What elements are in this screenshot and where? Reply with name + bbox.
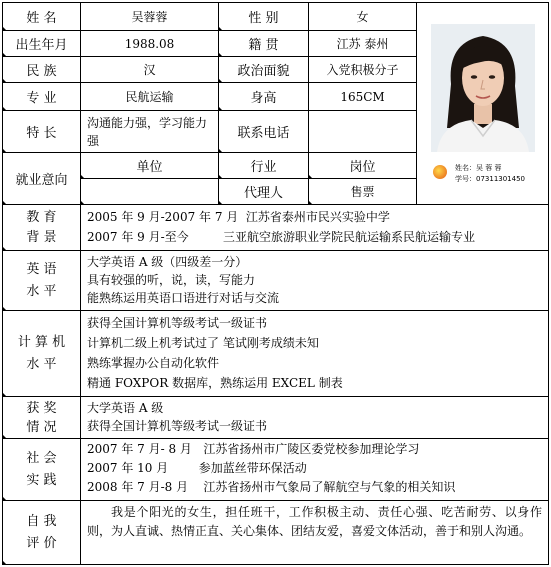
education-item: 2007 年 9 月-至今 三亚航空旅游职业学院民航运输系民航运输专业 bbox=[87, 230, 476, 244]
social-item: 2007 年 7 月- 8 月 江苏省扬州市广陵区委党校参加理论学习 bbox=[87, 442, 420, 456]
portrait-photo bbox=[431, 24, 535, 152]
photo-area bbox=[417, 3, 548, 204]
name-label: 姓 名 bbox=[3, 3, 80, 30]
computer-item: 计算机二级上机考试过了 笔试刚考成绩未知 bbox=[87, 336, 319, 350]
social-item: 2007 年 10 月 参加蓝丝带环保活动 bbox=[87, 461, 307, 475]
english-label bbox=[3, 251, 80, 310]
school-logo-icon bbox=[433, 165, 447, 179]
political-value: 入党积极分子 bbox=[326, 63, 399, 77]
gender-label: 性 别 bbox=[219, 3, 308, 30]
awards-label-line1: 获 奖 bbox=[26, 400, 57, 416]
awards-item: 获得全国计算机等级考试一级证书 bbox=[87, 419, 268, 433]
computer-item: 精通 FOXPOR 数据库，熟练运用 EXCEL 制表 bbox=[87, 376, 343, 390]
post-label: 岗位 bbox=[309, 153, 416, 178]
self-eval-content: 我是个阳光的女生，担任班干，工作积极主动、责任心强、吃苦耐劳、以身作则，为人直诚、热情正直、关心集体、团结友爱，喜爱文体活动，善于和别人沟通。 bbox=[87, 505, 542, 538]
photo-caption-name: 姓名：吴 蓉 蓉 bbox=[455, 164, 502, 172]
awards-content bbox=[81, 397, 548, 438]
social-label-line2: 实 践 bbox=[26, 472, 57, 488]
computer-content bbox=[81, 311, 548, 396]
social-content bbox=[81, 439, 548, 500]
self-eval-label-line2: 评 价 bbox=[26, 535, 57, 551]
agent-label: 代理人 bbox=[219, 179, 308, 204]
major-value: 民航运输 bbox=[125, 90, 174, 104]
employer-label: 单位 bbox=[81, 153, 218, 178]
education-label-line1: 教 育 bbox=[26, 209, 57, 225]
photo-caption-id: 学号：07311301450 bbox=[455, 175, 525, 183]
english-item: 大学英语 A 级（四级差一分） bbox=[87, 255, 248, 269]
major-label: 专 业 bbox=[3, 83, 80, 110]
job-intent-label: 就业意向 bbox=[3, 153, 80, 204]
education-content bbox=[81, 205, 548, 250]
english-item: 能熟练运用英语口语进行对话与交流 bbox=[87, 291, 280, 305]
english-label-line2: 水 平 bbox=[26, 283, 57, 299]
english-content bbox=[81, 251, 548, 310]
computer-label-line1: 计 算 机 bbox=[17, 334, 66, 350]
english-item: 具有较强的听，说，读，写能力 bbox=[87, 273, 256, 287]
name-value: 吴蓉蓉 bbox=[131, 10, 168, 24]
phone-label: 联系电话 bbox=[219, 111, 308, 152]
english-label-line1: 英 语 bbox=[26, 261, 57, 277]
gender-value: 女 bbox=[356, 10, 369, 24]
political-label: 政治面貌 bbox=[219, 57, 308, 82]
skills-value: 沟通能力强，学习能力强 bbox=[87, 116, 208, 148]
education-label bbox=[3, 205, 80, 250]
agent-value: 售票 bbox=[309, 179, 416, 204]
self-eval-label-line1: 自 我 bbox=[26, 513, 57, 529]
origin-value: 江苏 泰州 bbox=[336, 37, 389, 51]
awards-label bbox=[3, 397, 80, 438]
education-item: 2005 年 9 月-2007 年 7 月 江苏省泰州市民兴实验中学 bbox=[87, 210, 390, 224]
self-eval-label bbox=[3, 501, 80, 564]
social-item: 2008 年 7 月-8 月 江苏省扬州市气象局了解航空与气象的相关知识 bbox=[87, 480, 456, 494]
height-value: 165CM bbox=[340, 89, 385, 104]
industry-label: 行业 bbox=[219, 153, 308, 178]
education-label-line2: 背 景 bbox=[26, 229, 57, 245]
computer-item: 获得全国计算机等级考试一级证书 bbox=[87, 316, 268, 330]
ethnicity-value: 汉 bbox=[143, 63, 156, 77]
computer-label bbox=[3, 311, 80, 396]
height-label: 身高 bbox=[219, 83, 308, 110]
phone-value bbox=[309, 111, 416, 152]
birth-value: 1988.08 bbox=[124, 36, 175, 51]
social-label bbox=[3, 439, 80, 500]
computer-item: 熟练掌握办公自动化软件 bbox=[87, 356, 220, 370]
skills-label: 特 长 bbox=[3, 111, 80, 152]
birth-label: 出生年月 bbox=[3, 31, 80, 56]
social-label-line1: 社 会 bbox=[26, 450, 57, 466]
ethnicity-label: 民 族 bbox=[3, 57, 80, 82]
computer-label-line2: 水 平 bbox=[26, 356, 57, 372]
employer-value bbox=[81, 179, 218, 204]
awards-item: 大学英语 A 级 bbox=[87, 401, 164, 415]
awards-label-line2: 情 况 bbox=[26, 419, 57, 435]
origin-label: 籍 贯 bbox=[219, 31, 308, 56]
